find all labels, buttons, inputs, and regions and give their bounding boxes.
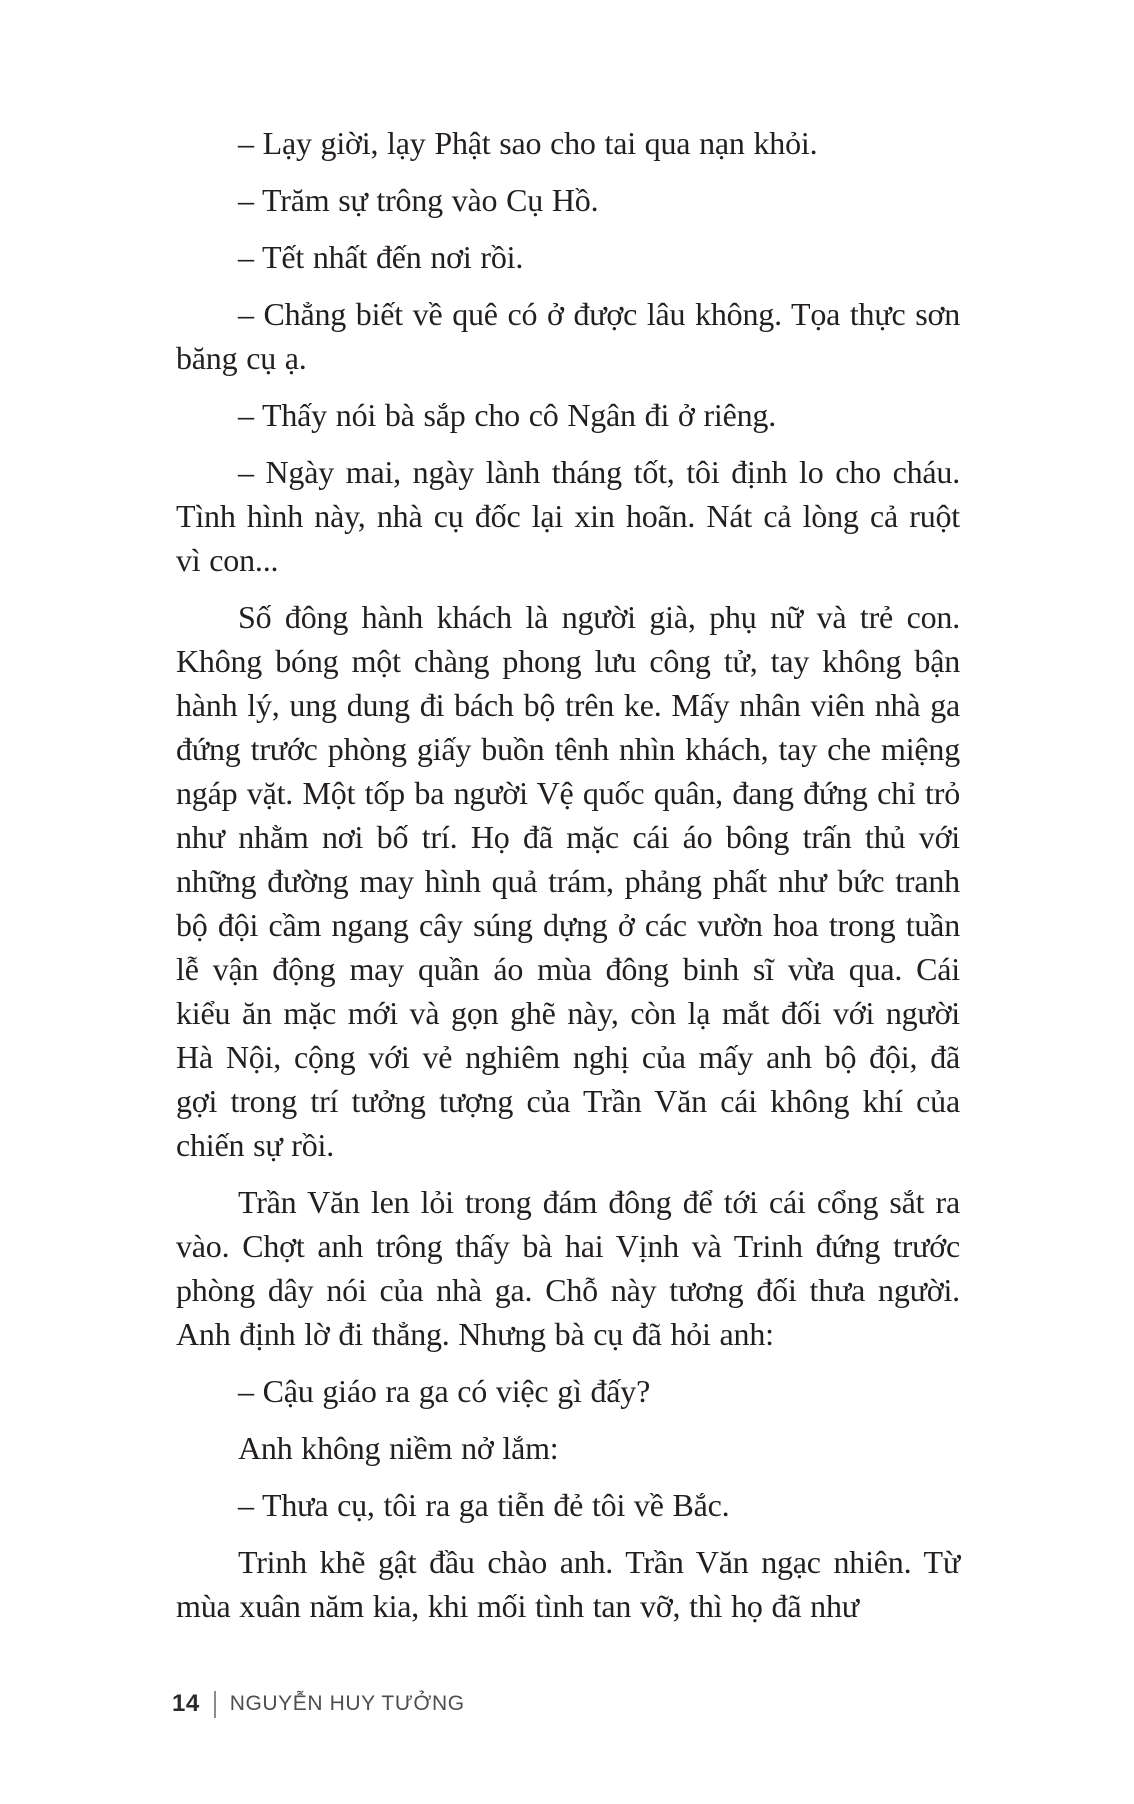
paragraph-dialogue-4: – Chẳng biết về quê có ở được lâu không. Tọa thực sơn băng cụ ạ. xyxy=(176,296,960,376)
paragraph-narration-7: Số đông hành khách là người già, phụ nữ và trẻ con. Không bóng một chàng phong lưu công tử, tay không bận hành lý, ung dung đi bách bộ trên ke. Mấy nhân viên nhà ga đứng trước phòng giấy buồn tênh nhìn khách, tay che miệng ngáp vặt. Một tốp ba người Vệ quốc quân, đang đứng chỉ trỏ như nhằm nơi bố trí. Họ đã mặc cái áo bông trấn thủ với những đường may hình quả trám, phảng phất như bức tranh bộ đội cầm ngang cây súng dựng ở các vườn hoa trong tuần lễ vận động may quần áo mùa đông binh sĩ vừa qua. Cái kiểu ăn mặc mới và gọn ghẽ này, còn lạ mắt đối với người Hà Nội, cộng với vẻ nghiêm nghị của mấy anh bộ đội, đã gợi trong trí tưởng tượng của Trần Văn cái không khí của chiến sự rồi. xyxy=(176,599,960,1163)
paragraph-dialogue-6: – Ngày mai, ngày lành tháng tốt, tôi định lo cho cháu. Tình hình này, nhà cụ đốc lại xin hoãn. Nát cả lòng cả ruột vì con... xyxy=(176,454,960,578)
footer-divider xyxy=(214,1691,216,1718)
page-text-block xyxy=(176,121,960,1628)
paragraph-narration-8: Trần Văn len lỏi trong đám đông để tới cái cổng sắt ra vào. Chợt anh trông thấy bà hai Vịnh và Trinh đứng trước phòng dây nói của nhà ga. Chỗ này tương đối thưa người. Anh định lờ đi thẳng. Nhưng bà cụ đã hỏi anh: xyxy=(176,1184,960,1352)
paragraph-narration-10: Anh không niềm nở lắm: xyxy=(238,1430,559,1466)
paragraph-dialogue-1: – Lạy giời, lạy Phật sao cho tai qua nạn khỏi. xyxy=(238,125,818,161)
paragraph-dialogue-5: – Thấy nói bà sắp cho cô Ngân đi ở riêng. xyxy=(238,397,777,433)
page-number: 14 xyxy=(172,1690,200,1717)
page-footer xyxy=(172,1690,465,1718)
paragraph-dialogue-3: – Tết nhất đến nơi rồi. xyxy=(238,239,524,275)
paragraph-dialogue-2: – Trăm sự trông vào Cụ Hồ. xyxy=(238,182,599,218)
author-name: NGUYỄN HUY TƯỞNG xyxy=(229,1692,465,1715)
paragraph-dialogue-11: – Thưa cụ, tôi ra ga tiễn đẻ tôi về Bắc. xyxy=(238,1487,730,1523)
paragraph-dialogue-9: – Cậu giáo ra ga có việc gì đấy? xyxy=(238,1373,651,1409)
paragraph-narration-12: Trinh khẽ gật đầu chào anh. Trần Văn ngạc nhiên. Từ mùa xuân năm kia, khi mối tình tan vỡ, thì họ đã như xyxy=(176,1544,960,1624)
